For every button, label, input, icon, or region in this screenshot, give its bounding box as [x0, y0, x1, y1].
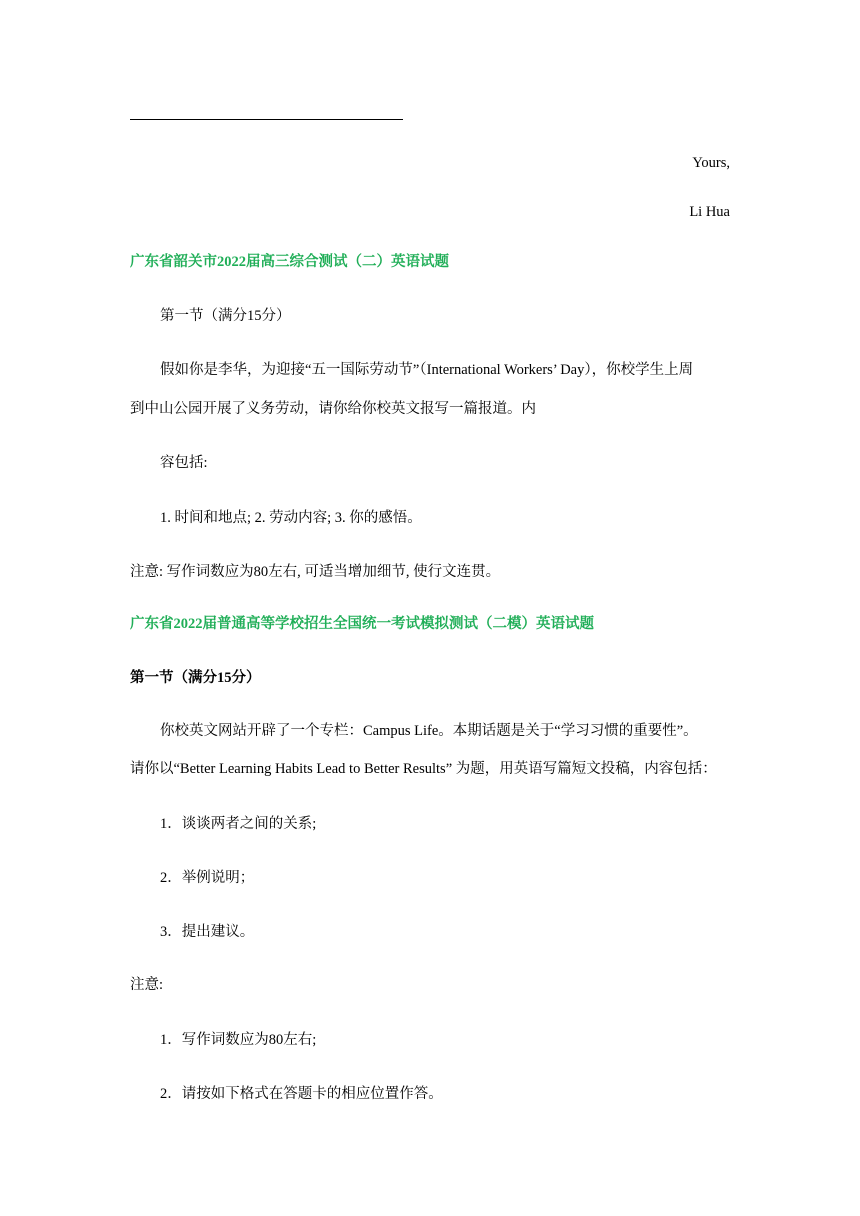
note-label: 注意:	[130, 977, 164, 993]
letter-signature: Li Hua	[689, 204, 730, 220]
prompt-text: 假如你是李华，为迎接“五一国际劳动节”（International Workers’ Day），你校学生上周	[160, 362, 694, 378]
content-point: 1．谈谈两者之间的关系;	[160, 816, 317, 832]
content-point: 2．举例说明；	[160, 870, 255, 886]
letter-closing: Yours,	[692, 155, 730, 171]
prompt-text: 容包括:	[160, 455, 208, 471]
section-part-label: 第一节（满分15分）	[130, 670, 261, 686]
content-points: 1. 时间和地点; 2. 劳动内容; 3. 你的感悟。	[160, 510, 422, 526]
note-text: 注意: 写作词数应为80左右, 可适当增加细节, 使行文连贯。	[130, 564, 501, 580]
prompt-text: 到中山公园开展了义务劳动，请你给你校英文报写一篇报道。内	[130, 401, 536, 417]
prompt-text: 请你以“Better Learning Habits Lead to Better Results” 为题，用英语写篇短文投稿，内容包括：	[130, 761, 717, 777]
section-part-label: 第一节（满分15分）	[160, 308, 291, 324]
content-point: 3．提出建议。	[160, 924, 255, 940]
answer-blank-line	[130, 119, 403, 120]
note-item: 1．写作词数应为80左右;	[160, 1032, 317, 1048]
section-title-guangdong: 广东省2022届普通高等学校招生全国统一考试模拟测试（二模）英语试题	[130, 616, 594, 632]
prompt-text: 你校英文网站开辟了一个专栏：Campus Life。本期话题是关于“学习习惯的重要性”。	[160, 723, 698, 739]
note-item: 2．请按如下格式在答题卡的相应位置作答。	[160, 1086, 443, 1102]
section-title-shaoguan: 广东省韶关市2022届高三综合测试（二）英语试题	[130, 254, 449, 270]
